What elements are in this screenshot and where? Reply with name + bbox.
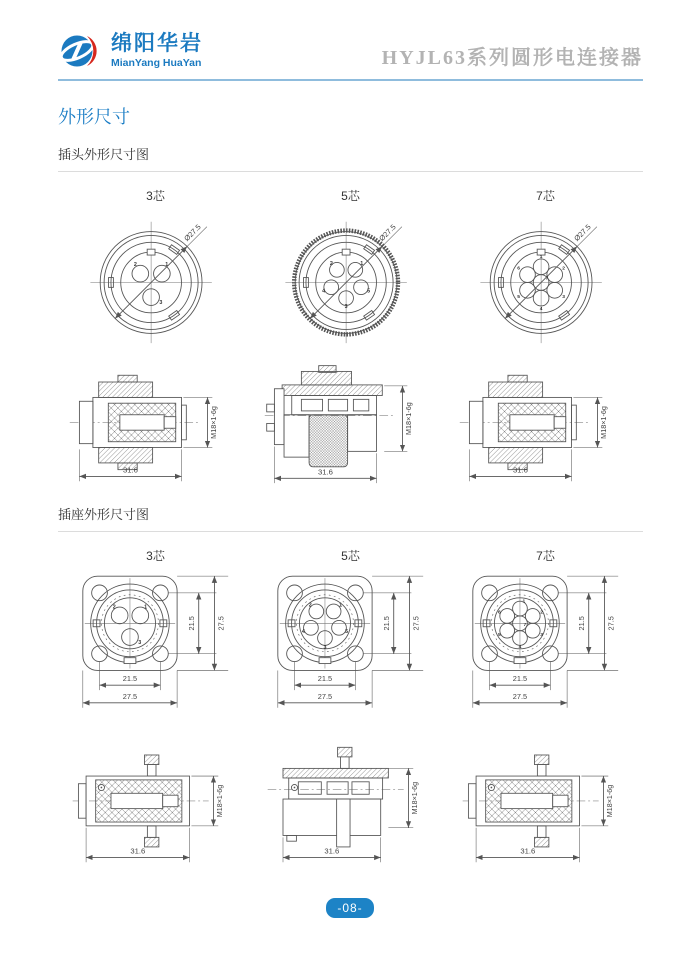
socket-column-labels	[58, 547, 643, 564]
plug-front-view-5core	[253, 210, 448, 352]
logo-icon	[58, 30, 104, 72]
column-label-5core: 5芯	[341, 189, 360, 203]
logo-name-en: MianYang HuaYan	[111, 56, 202, 69]
company-logo	[58, 30, 203, 72]
plug-front-view-3core	[58, 210, 253, 352]
socket-side-row	[58, 732, 643, 868]
logo-name-cn: 绵阳华岩	[111, 32, 203, 56]
page-header	[58, 30, 643, 81]
socket-front-view-7core	[448, 568, 643, 712]
plug-side-view-7core	[448, 354, 643, 489]
plug-side-row	[58, 354, 643, 489]
socket-side-view-3core	[58, 732, 253, 868]
plug-side-view-3core	[58, 354, 253, 489]
column-label-7core: 7芯	[536, 549, 555, 563]
plug-subsection-title: 插头外形尺寸图	[58, 144, 643, 172]
logo-text	[111, 33, 203, 68]
column-label-7core: 7芯	[536, 189, 555, 203]
doc-title: HYJL63系列圆形电连接器	[381, 47, 643, 69]
plug-front-view-7core	[448, 210, 643, 352]
page-number-badge: -08-	[326, 898, 373, 918]
socket-front-view-5core	[253, 568, 448, 712]
socket-side-view-7core	[448, 732, 643, 868]
plug-side-view-5core	[253, 354, 448, 489]
column-label-3core: 3芯	[146, 189, 165, 203]
socket-side-view-5core	[253, 732, 448, 868]
column-label-3core: 3芯	[146, 549, 165, 563]
socket-front-view-3core	[58, 568, 253, 712]
section-title: 外形尺寸	[58, 107, 130, 127]
socket-subsection-title: 插座外形尺寸图	[58, 504, 643, 532]
plug-front-row	[58, 210, 643, 352]
socket-front-row	[58, 568, 643, 712]
plug-column-labels	[58, 187, 643, 204]
column-label-5core: 5芯	[341, 549, 360, 563]
